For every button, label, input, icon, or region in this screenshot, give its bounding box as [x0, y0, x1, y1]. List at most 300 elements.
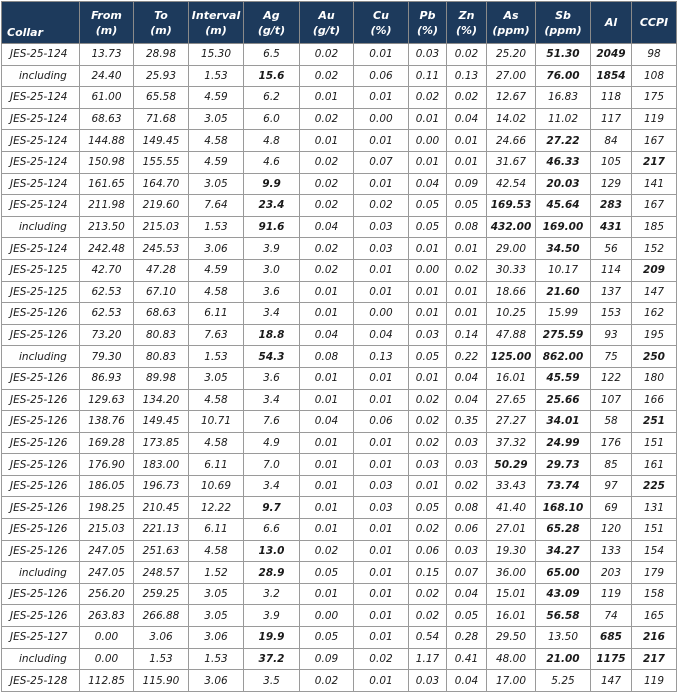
table-row	[2, 432, 677, 454]
cell-pb: 0.01	[409, 475, 447, 497]
cell-al: 133	[591, 540, 632, 562]
cell-zn: 0.22	[447, 346, 487, 368]
cell-interval: 7.63	[189, 324, 244, 346]
cell-sb: 13.50	[536, 627, 591, 649]
cell-sb: 21.00	[536, 648, 591, 670]
cell-ccpi: 158	[632, 583, 677, 605]
cell-au: 0.01	[300, 87, 354, 109]
cell-to: 80.83	[134, 346, 189, 368]
column-header-ag-line1: Ag	[263, 8, 280, 22]
cell-interval: 6.11	[189, 454, 244, 476]
cell-al: 56	[591, 238, 632, 260]
cell-interval: 1.53	[189, 65, 244, 87]
cell-au: 0.01	[300, 303, 354, 325]
cell-al: 283	[591, 195, 632, 217]
cell-sb: 34.27	[536, 540, 591, 562]
cell-cu: 0.13	[354, 346, 409, 368]
column-header-from-line1: From	[91, 8, 122, 22]
cell-pb: 0.01	[409, 303, 447, 325]
cell-pb: 0.05	[409, 216, 447, 238]
cell-ag: 28.9	[244, 562, 300, 584]
table-row	[2, 367, 677, 389]
cell-interval: 3.06	[189, 238, 244, 260]
cell-as: 27.65	[487, 389, 536, 411]
cell-al: 93	[591, 324, 632, 346]
cell-interval: 15.30	[189, 44, 244, 66]
cell-collar: JES-25-124	[2, 238, 80, 260]
cell-pb: 0.01	[409, 367, 447, 389]
cell-cu: 0.01	[354, 605, 409, 627]
cell-pb: 0.02	[409, 583, 447, 605]
cell-al: 69	[591, 497, 632, 519]
table-row	[2, 540, 677, 562]
cell-au: 0.04	[300, 411, 354, 433]
cell-au: 0.05	[300, 562, 354, 584]
cell-al: 97	[591, 475, 632, 497]
cell-ccpi: 141	[632, 173, 677, 195]
cell-collar: JES-25-124	[2, 151, 80, 173]
cell-to: 28.98	[134, 44, 189, 66]
cell-ccpi: 167	[632, 195, 677, 217]
cell-collar: JES-25-126	[2, 432, 80, 454]
cell-zn: 0.01	[447, 303, 487, 325]
cell-from: 112.85	[80, 670, 134, 692]
table-row	[2, 605, 677, 627]
cell-ccpi: 152	[632, 238, 677, 260]
cell-zn: 0.05	[447, 195, 487, 217]
cell-interval: 6.11	[189, 303, 244, 325]
cell-au: 0.04	[300, 324, 354, 346]
cell-zn: 0.14	[447, 324, 487, 346]
cell-pb: 0.01	[409, 151, 447, 173]
cell-interval: 4.58	[189, 281, 244, 303]
cell-sb: 51.30	[536, 44, 591, 66]
cell-as: 27.27	[487, 411, 536, 433]
column-header-zn-line2: (%)	[455, 23, 478, 37]
cell-al: 75	[591, 346, 632, 368]
table-row	[2, 562, 677, 584]
cell-sb: 34.01	[536, 411, 591, 433]
table-row	[2, 108, 677, 130]
cell-collar: JES-25-126	[2, 475, 80, 497]
cell-pb: 0.00	[409, 130, 447, 152]
column-header-as-line2: (ppm)	[492, 23, 530, 37]
cell-au: 0.01	[300, 475, 354, 497]
cell-as: 169.53	[487, 195, 536, 217]
cell-collar: JES-25-128	[2, 670, 80, 692]
cell-ccpi: 119	[632, 108, 677, 130]
cell-from: 215.03	[80, 519, 134, 541]
column-header-to-line1: To	[154, 8, 168, 22]
cell-collar: JES-25-124	[2, 44, 80, 66]
cell-pb: 0.02	[409, 389, 447, 411]
cell-ag: 3.6	[244, 367, 300, 389]
cell-ccpi: 161	[632, 454, 677, 476]
cell-interval: 12.22	[189, 497, 244, 519]
cell-cu: 0.01	[354, 130, 409, 152]
cell-cu: 0.01	[354, 389, 409, 411]
cell-zn: 0.01	[447, 281, 487, 303]
cell-al: 85	[591, 454, 632, 476]
cell-from: 150.98	[80, 151, 134, 173]
column-header-zn	[447, 2, 487, 44]
cell-sb: 27.22	[536, 130, 591, 152]
cell-pb: 1.17	[409, 648, 447, 670]
cell-zn: 0.04	[447, 108, 487, 130]
cell-ccpi: 147	[632, 281, 677, 303]
cell-cu: 0.01	[354, 281, 409, 303]
cell-pb: 0.54	[409, 627, 447, 649]
cell-collar: JES-25-126	[2, 605, 80, 627]
table-row	[2, 281, 677, 303]
cell-collar: JES-25-125	[2, 259, 80, 281]
cell-ag: 7.0	[244, 454, 300, 476]
cell-collar: including	[2, 346, 80, 368]
cell-cu: 0.01	[354, 87, 409, 109]
cell-al: 153	[591, 303, 632, 325]
cell-ag: 3.9	[244, 238, 300, 260]
column-header-au-line2: (g/t)	[312, 23, 341, 37]
cell-au: 0.01	[300, 281, 354, 303]
cell-as: 24.66	[487, 130, 536, 152]
column-header-cu-line2: (%)	[370, 23, 392, 37]
cell-pb: 0.02	[409, 432, 447, 454]
column-header-al	[591, 2, 632, 44]
cell-pb: 0.01	[409, 238, 447, 260]
assay-results-table	[1, 1, 677, 692]
cell-collar: including	[2, 648, 80, 670]
cell-from: 242.48	[80, 238, 134, 260]
cell-to: 67.10	[134, 281, 189, 303]
table-row	[2, 87, 677, 109]
cell-ccpi: 225	[632, 475, 677, 497]
cell-zn: 0.01	[447, 130, 487, 152]
cell-to: 210.45	[134, 497, 189, 519]
cell-al: 431	[591, 216, 632, 238]
cell-zn: 0.02	[447, 475, 487, 497]
cell-to: 80.83	[134, 324, 189, 346]
cell-cu: 0.01	[354, 173, 409, 195]
cell-to: 3.06	[134, 627, 189, 649]
cell-sb: 45.59	[536, 367, 591, 389]
cell-pb: 0.05	[409, 497, 447, 519]
cell-as: 30.33	[487, 259, 536, 281]
cell-au: 0.05	[300, 627, 354, 649]
cell-as: 16.01	[487, 605, 536, 627]
cell-sb: 5.25	[536, 670, 591, 692]
cell-to: 89.98	[134, 367, 189, 389]
cell-al: 203	[591, 562, 632, 584]
cell-ccpi: 151	[632, 432, 677, 454]
table-row	[2, 216, 677, 238]
cell-ag: 3.4	[244, 303, 300, 325]
column-header-interval-line2: (m)	[205, 23, 227, 37]
cell-as: 42.54	[487, 173, 536, 195]
cell-cu: 0.06	[354, 65, 409, 87]
column-header-sb-line2: (ppm)	[544, 23, 582, 37]
cell-zn: 0.01	[447, 238, 487, 260]
table-row	[2, 497, 677, 519]
cell-interval: 10.71	[189, 411, 244, 433]
column-header-cu	[354, 2, 409, 44]
cell-ccpi: 162	[632, 303, 677, 325]
cell-au: 0.02	[300, 108, 354, 130]
cell-pb: 0.03	[409, 670, 447, 692]
cell-au: 0.01	[300, 519, 354, 541]
cell-as: 10.25	[487, 303, 536, 325]
column-header-to	[134, 2, 189, 44]
cell-zn: 0.04	[447, 670, 487, 692]
cell-ccpi: 166	[632, 389, 677, 411]
cell-pb: 0.15	[409, 562, 447, 584]
column-header-au-line1: Au	[318, 8, 335, 22]
cell-pb: 0.02	[409, 411, 447, 433]
cell-interval: 4.59	[189, 151, 244, 173]
cell-cu: 0.01	[354, 583, 409, 605]
cell-zn: 0.03	[447, 432, 487, 454]
cell-from: 0.00	[80, 627, 134, 649]
cell-cu: 0.03	[354, 475, 409, 497]
column-header-from-line2: (m)	[95, 23, 118, 37]
cell-as: 18.66	[487, 281, 536, 303]
cell-to: 251.63	[134, 540, 189, 562]
table-row	[2, 648, 677, 670]
cell-collar: JES-25-127	[2, 627, 80, 649]
table-row	[2, 238, 677, 260]
cell-cu: 0.02	[354, 195, 409, 217]
cell-al: 120	[591, 519, 632, 541]
table-row	[2, 411, 677, 433]
cell-cu: 0.02	[354, 648, 409, 670]
cell-ag: 15.6	[244, 65, 300, 87]
cell-as: 16.01	[487, 367, 536, 389]
column-header-pb-line1: Pb	[419, 8, 436, 22]
cell-ccpi: 209	[632, 259, 677, 281]
cell-ag: 91.6	[244, 216, 300, 238]
table-row	[2, 130, 677, 152]
cell-from: 42.70	[80, 259, 134, 281]
cell-cu: 0.01	[354, 627, 409, 649]
column-header-au	[300, 2, 354, 44]
cell-sb: 11.02	[536, 108, 591, 130]
cell-interval: 3.05	[189, 108, 244, 130]
cell-al: 129	[591, 173, 632, 195]
cell-from: 247.05	[80, 540, 134, 562]
column-header-ccpi	[632, 2, 677, 44]
cell-ccpi: 185	[632, 216, 677, 238]
cell-pb: 0.03	[409, 454, 447, 476]
cell-cu: 0.01	[354, 259, 409, 281]
cell-ag: 6.5	[244, 44, 300, 66]
column-header-as	[487, 2, 536, 44]
cell-to: 68.63	[134, 303, 189, 325]
cell-pb: 0.03	[409, 44, 447, 66]
cell-ccpi: 119	[632, 670, 677, 692]
cell-ag: 6.2	[244, 87, 300, 109]
cell-ag: 7.6	[244, 411, 300, 433]
cell-ccpi: 131	[632, 497, 677, 519]
cell-from: 79.30	[80, 346, 134, 368]
cell-ag: 37.2	[244, 648, 300, 670]
cell-from: 86.93	[80, 367, 134, 389]
cell-au: 0.00	[300, 605, 354, 627]
cell-al: 685	[591, 627, 632, 649]
cell-ag: 6.6	[244, 519, 300, 541]
cell-interval: 1.53	[189, 216, 244, 238]
cell-ag: 18.8	[244, 324, 300, 346]
cell-from: 256.20	[80, 583, 134, 605]
table-row	[2, 44, 677, 66]
cell-from: 186.05	[80, 475, 134, 497]
cell-cu: 0.01	[354, 44, 409, 66]
cell-pb: 0.04	[409, 173, 447, 195]
cell-from: 61.00	[80, 87, 134, 109]
column-header-as-line1: As	[503, 8, 519, 22]
cell-as: 15.01	[487, 583, 536, 605]
table-row	[2, 259, 677, 281]
cell-from: 247.05	[80, 562, 134, 584]
cell-from: 73.20	[80, 324, 134, 346]
cell-ccpi: 98	[632, 44, 677, 66]
cell-from: 176.90	[80, 454, 134, 476]
cell-au: 0.02	[300, 195, 354, 217]
cell-to: 173.85	[134, 432, 189, 454]
column-header-pb-line2: (%)	[416, 23, 439, 37]
cell-as: 19.30	[487, 540, 536, 562]
cell-au: 0.08	[300, 346, 354, 368]
cell-cu: 0.01	[354, 432, 409, 454]
cell-ag: 9.7	[244, 497, 300, 519]
cell-ccpi: 217	[632, 151, 677, 173]
table-row	[2, 583, 677, 605]
cell-ag: 3.6	[244, 281, 300, 303]
table-body	[2, 44, 677, 692]
table-row	[2, 346, 677, 368]
cell-interval: 3.05	[189, 583, 244, 605]
cell-as: 14.02	[487, 108, 536, 130]
cell-au: 0.02	[300, 238, 354, 260]
cell-collar: JES-25-126	[2, 411, 80, 433]
cell-interval: 3.06	[189, 627, 244, 649]
table-row	[2, 475, 677, 497]
cell-sb: 10.17	[536, 259, 591, 281]
cell-zn: 0.06	[447, 519, 487, 541]
cell-cu: 0.07	[354, 151, 409, 173]
table-row	[2, 303, 677, 325]
cell-zn: 0.07	[447, 562, 487, 584]
column-header-ag	[244, 2, 300, 44]
cell-zn: 0.08	[447, 497, 487, 519]
cell-as: 27.01	[487, 519, 536, 541]
cell-sb: 73.74	[536, 475, 591, 497]
cell-zn: 0.08	[447, 216, 487, 238]
cell-to: 149.45	[134, 130, 189, 152]
assay-results-table-container	[1, 1, 677, 692]
cell-from: 68.63	[80, 108, 134, 130]
cell-sb: 862.00	[536, 346, 591, 368]
cell-to: 65.58	[134, 87, 189, 109]
cell-au: 0.01	[300, 367, 354, 389]
cell-sb: 20.03	[536, 173, 591, 195]
cell-to: 149.45	[134, 411, 189, 433]
cell-cu: 0.01	[354, 454, 409, 476]
cell-interval: 4.58	[189, 432, 244, 454]
cell-from: 62.53	[80, 303, 134, 325]
cell-as: 50.29	[487, 454, 536, 476]
cell-from: 263.83	[80, 605, 134, 627]
cell-sb: 65.28	[536, 519, 591, 541]
cell-au: 0.09	[300, 648, 354, 670]
cell-to: 215.03	[134, 216, 189, 238]
cell-sb: 43.09	[536, 583, 591, 605]
cell-al: 1175	[591, 648, 632, 670]
cell-al: 114	[591, 259, 632, 281]
cell-from: 13.73	[80, 44, 134, 66]
cell-zn: 0.03	[447, 454, 487, 476]
column-header-to-line2: (m)	[150, 23, 172, 37]
cell-pb: 0.01	[409, 281, 447, 303]
cell-to: 266.88	[134, 605, 189, 627]
cell-al: 176	[591, 432, 632, 454]
cell-au: 0.02	[300, 173, 354, 195]
cell-collar: JES-25-126	[2, 303, 80, 325]
cell-al: 84	[591, 130, 632, 152]
cell-interval: 3.05	[189, 173, 244, 195]
cell-cu: 0.01	[354, 519, 409, 541]
cell-collar: JES-25-126	[2, 367, 80, 389]
cell-al: 118	[591, 87, 632, 109]
cell-au: 0.02	[300, 540, 354, 562]
cell-from: 213.50	[80, 216, 134, 238]
table-row	[2, 519, 677, 541]
cell-ag: 4.6	[244, 151, 300, 173]
column-header-ag-line2: (g/t)	[257, 23, 286, 37]
cell-au: 0.02	[300, 44, 354, 66]
cell-zn: 0.03	[447, 540, 487, 562]
cell-sb: 21.60	[536, 281, 591, 303]
cell-from: 62.53	[80, 281, 134, 303]
cell-from: 144.88	[80, 130, 134, 152]
cell-collar: JES-25-124	[2, 87, 80, 109]
cell-interval: 3.06	[189, 670, 244, 692]
cell-as: 432.00	[487, 216, 536, 238]
cell-from: 161.65	[80, 173, 134, 195]
cell-to: 25.93	[134, 65, 189, 87]
column-header-sb	[536, 2, 591, 44]
cell-cu: 0.06	[354, 411, 409, 433]
cell-zn: 0.35	[447, 411, 487, 433]
cell-collar: including	[2, 65, 80, 87]
cell-au: 0.01	[300, 454, 354, 476]
column-header-from	[80, 2, 134, 44]
cell-sb: 275.59	[536, 324, 591, 346]
cell-al: 122	[591, 367, 632, 389]
cell-cu: 0.01	[354, 670, 409, 692]
table-row	[2, 670, 677, 692]
cell-al: 147	[591, 670, 632, 692]
cell-zn: 0.09	[447, 173, 487, 195]
cell-to: 71.68	[134, 108, 189, 130]
cell-zn: 0.41	[447, 648, 487, 670]
cell-interval: 1.53	[189, 346, 244, 368]
cell-ag: 3.5	[244, 670, 300, 692]
cell-ag: 4.8	[244, 130, 300, 152]
cell-ag: 9.9	[244, 173, 300, 195]
table-row	[2, 151, 677, 173]
cell-cu: 0.01	[354, 562, 409, 584]
cell-collar: JES-25-124	[2, 108, 80, 130]
cell-collar: JES-25-126	[2, 324, 80, 346]
